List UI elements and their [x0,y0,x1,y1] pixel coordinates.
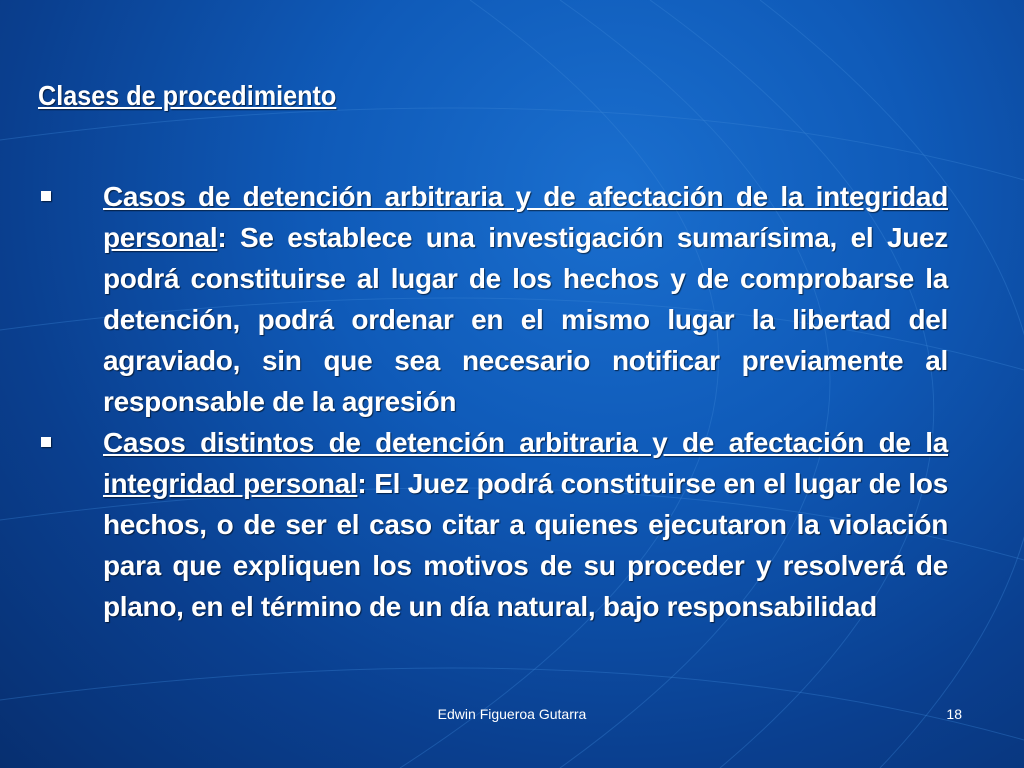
bullet-body: : El Juez podrá constituirse en el lugar de los hechos, o de ser el caso citar a quienes ejecutaron la violación para que expliquen los motivos de su proceder y resolverá de plano, en el término de un día natural, bajo responsabilidad [103,468,948,622]
page-number: 18 [946,706,962,722]
footer-author: Edwin Figueroa Gutarra [437,706,587,722]
square-bullet-icon [41,191,51,201]
list-item [38,422,948,627]
bullet-list [38,176,948,627]
bullet-body: : Se establece una investigación sumarísima, el Juez podrá constituirse al lugar de los hechos y de comprobarse la detención, podrá ordenar en el mismo lugar la libertad del agraviado, sin que sea necesario notificar previamente al responsable de la agresión [103,222,948,417]
list-item [38,176,948,422]
bullet-heading: Casos de detención arbitraria y de afectación de la integridad personal [103,181,948,253]
bullet-text [103,176,948,422]
bullet-heading: Casos distintos de detención arbitraria y de afectación de la integridad personal [103,427,948,499]
bullet-text [103,422,948,627]
square-bullet-icon [41,437,51,447]
slide-title: Clases de procedimiento [38,80,337,111]
